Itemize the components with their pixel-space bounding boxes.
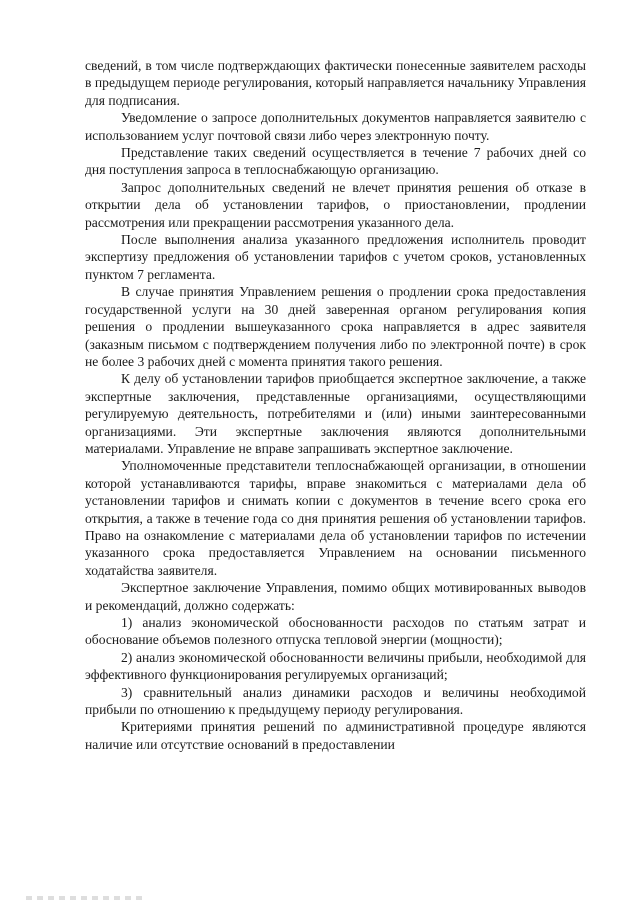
document-body <box>85 57 586 753</box>
paragraph: Представление таких сведений осуществляется в течение 7 рабочих дней со дня поступления запроса в теплоснабжающую организацию. <box>85 145 586 178</box>
paragraph: К делу об установлении тарифов приобщается экспертное заключение, а также экспертные заключения, представленные организациями, осуществляющими регулируемую деятельность, потребителями и (или) иными заинтересованными организациями. Эти экспертные заключения являются дополнительными материалами. Управление не вправе запрашивать экспертное заключение. <box>85 371 586 456</box>
paragraph: Уведомление о запросе дополнительных документов направляется заявителю с использованием услуг почтовой связи либо через электронную почту. <box>85 110 586 143</box>
paragraph: Критериями принятия решений по административной процедуре являются наличие или отсутствие оснований в предоставлении <box>85 719 586 752</box>
list-item: 2) анализ экономической обоснованности величины прибыли, необходимой для эффективного функционирования регулируемых организаций; <box>85 649 586 683</box>
paragraph: сведений, в том числе подтверждающих фактически понесенные заявителем расходы в предыдущем периоде регулирования, который направляется начальнику Управления для подписания. <box>85 58 586 108</box>
paragraph: Уполномоченные представители теплоснабжающей организации, в отношении которой устанавливаются тарифы, вправе знакомиться с материалами дела об установлении тарифов и снимать копии с документов в течение всего срока его открытия, а также в течение года со дня принятия решения об установлении тарифов. Право на ознакомление с материалами дела об установлении тарифов по истечении указанного срока предоставляется Управлением на основании письменного ходатайства заявителя. <box>85 458 586 578</box>
list-item: 1) анализ экономической обоснованности расходов по статьям затрат и обоснование объемов полезного отпуска тепловой энергии (мощности); <box>85 615 586 648</box>
list-item: 3) сравнительный анализ динамики расходов и величины необходимой прибыли по отношению к предыдущему периоду регулирования. <box>85 684 586 718</box>
paragraph: После выполнения анализа указанного предложения исполнитель проводит экспертизу предложения об установлении тарифов с учетом сроков, установленных пунктом 7 регламента. <box>85 232 586 282</box>
paragraph: В случае принятия Управлением решения о продлении срока предоставления государственной услуги на 30 дней заверенная органом регулирования копия решения о продлении вышеуказанного срока направляется в адрес заявителя (заказным письмом с подтверждением получения либо по электронной почте) в срок не более 3 рабочих дней с момента принятия такого решения. <box>85 284 586 369</box>
scan-artifact <box>26 896 146 900</box>
paragraph: Экспертное заключение Управления, помимо общих мотивированных выводов и рекомендаций, должно содержать: <box>85 580 586 613</box>
paragraph: Запрос дополнительных сведений не влечет принятия решения об отказе в открытии дела об установлении тарифов, о приостановлении, продлении рассмотрения или прекращении рассмотрения указанного дела. <box>85 179 586 230</box>
